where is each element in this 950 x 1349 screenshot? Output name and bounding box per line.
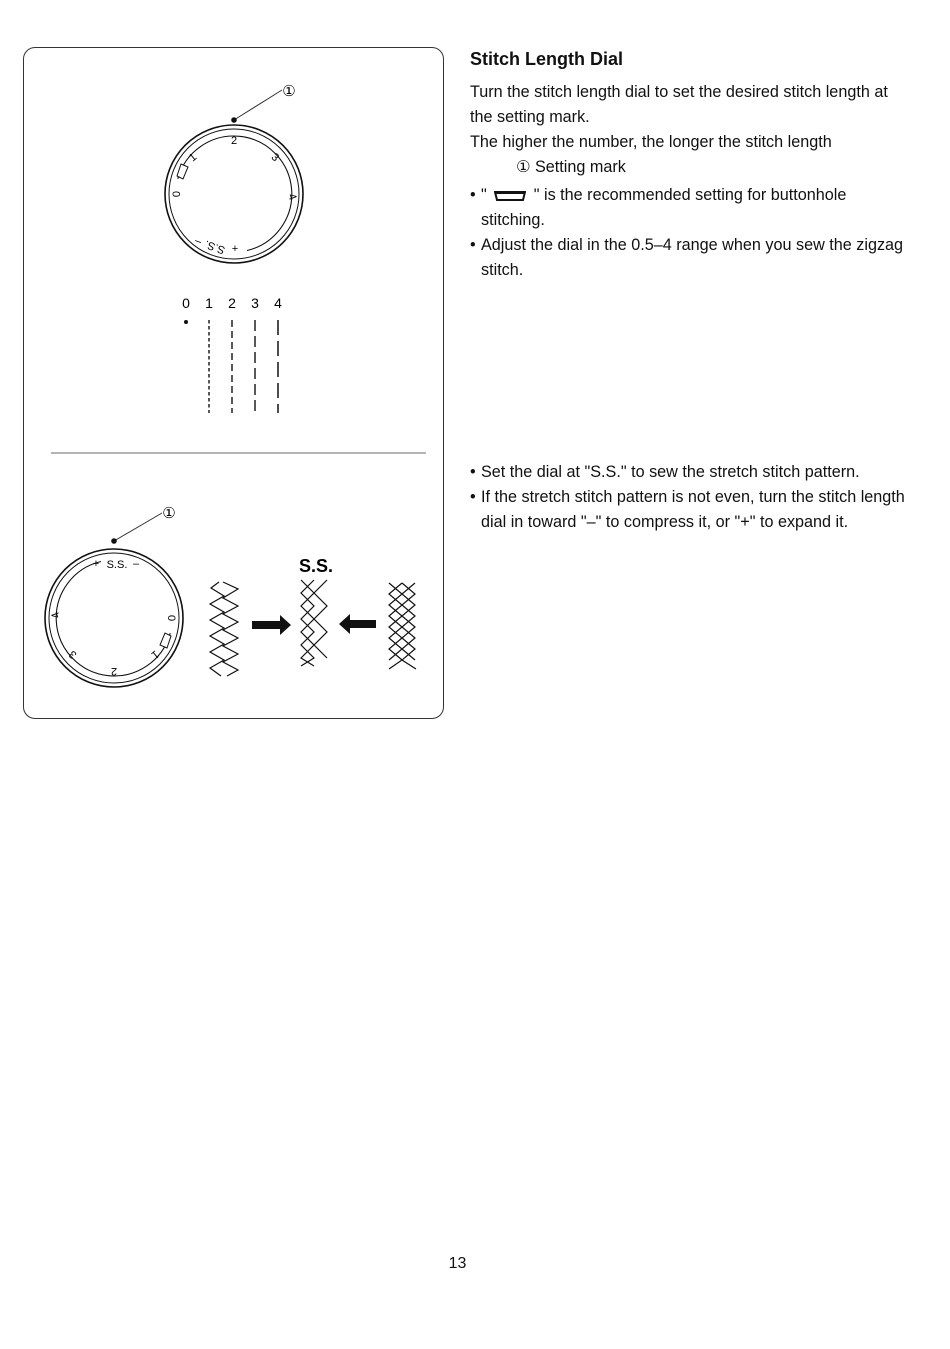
intro-line-2: The higher the number, the longer the stitch length <box>470 133 832 151</box>
dial-ss-label-2: S.S. <box>106 559 128 571</box>
callout-marker: ① <box>282 83 296 100</box>
figure-panel <box>23 47 444 719</box>
scale-label-4: 4 <box>274 295 282 311</box>
stitch-length-scale <box>182 295 282 413</box>
setting-mark-dot-2 <box>111 538 117 544</box>
scale-label-3: 3 <box>251 295 259 311</box>
dial-minus-sign-2: – <box>132 558 140 570</box>
callout-leader-line <box>234 90 282 120</box>
buttonhole-range-marker <box>177 164 188 179</box>
stitch-length-illustrations <box>24 48 445 720</box>
dial-number-4-b: 4 <box>49 610 63 620</box>
stretch-stitch-patterns <box>210 580 416 676</box>
callout-leader-line-2 <box>114 513 162 541</box>
ss-pattern-label: S.S. <box>298 556 334 576</box>
dial-number-1-b: 1 <box>148 647 162 661</box>
dial-number-0: 0 <box>171 190 183 198</box>
scale-label-0: 0 <box>182 295 190 311</box>
dial-inner-ring <box>169 129 299 259</box>
stretch-adjust-note: • If the stretch stitch pattern is not even, turn the stitch length dial in toward "–" to compress it, or "+" to expand it. <box>470 485 910 535</box>
buttonhole-note-text: " is the recommended setting for buttonhole stitching. <box>481 186 847 229</box>
buttonhole-range-marker-2 <box>160 633 171 648</box>
dial-number-0-b: 0 <box>165 614 177 622</box>
buttonhole-setting-icon <box>494 190 526 202</box>
dial-number-1: 1 <box>186 151 200 165</box>
dial-minus-sign: – <box>193 235 203 249</box>
scale-label-2: 2 <box>228 295 236 311</box>
dial-plus-sign: + <box>231 243 239 255</box>
dial-number-3: 3 <box>268 151 282 165</box>
setting-mark-label: ① Setting mark <box>516 158 626 176</box>
top-stitch-length-dial <box>165 83 303 263</box>
page-number: 13 <box>448 1255 467 1272</box>
uneven-stitch-pattern-a <box>210 582 224 676</box>
stretch-set-note: • Set the dial at "S.S." to sew the stretch stitch pattern. <box>470 460 910 485</box>
even-stitch-pattern <box>301 580 327 666</box>
dial-number-3-b: 3 <box>66 647 80 661</box>
scale-label-1: 1 <box>205 295 213 311</box>
stretch-notes-list <box>470 460 910 535</box>
dial-plus-sign-2: + <box>92 558 100 570</box>
intro-text <box>470 80 910 180</box>
dial-number-2-b: 2 <box>110 665 118 677</box>
uneven-stitch-pattern-b <box>223 582 238 676</box>
dial-ss-label: S.S. <box>203 237 227 257</box>
dial-number-2: 2 <box>230 135 238 147</box>
scale-stitch-0 <box>184 320 188 324</box>
dial-notes-list <box>470 183 910 283</box>
setting-mark-dot <box>231 117 237 123</box>
zigzag-note: • Adjust the dial in the 0.5–4 range when you sew the zigzag stitch. <box>470 233 910 283</box>
bottom-stitch-length-dial <box>45 505 183 687</box>
buttonhole-note <box>470 183 910 233</box>
dial-inner-ring-2 <box>49 553 179 683</box>
callout-marker-2: ① <box>162 505 176 522</box>
compressed-stitch-pattern <box>389 583 416 669</box>
arrow-right-icon <box>252 615 291 635</box>
arrow-left-icon <box>339 614 376 634</box>
intro-line-1: Turn the stitch length dial to set the desired stitch length at the setting mark. <box>470 83 888 126</box>
buttonhole-note-open-quote: " <box>481 186 487 204</box>
section-title: Stitch Length Dial <box>470 49 623 69</box>
dial-number-4: 4 <box>285 192 299 202</box>
